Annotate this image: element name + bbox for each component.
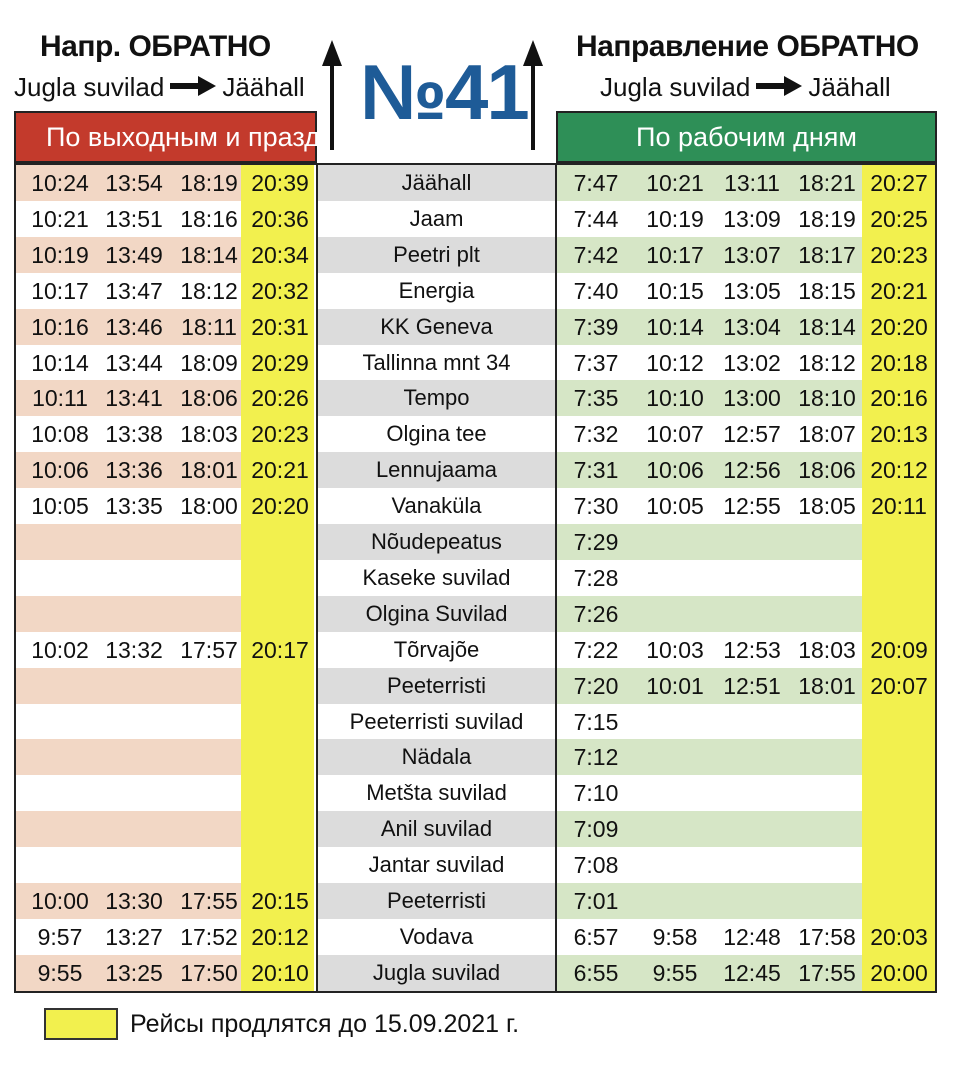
- weekend-time: [246, 524, 314, 560]
- left-route: [14, 72, 305, 103]
- right-arrow-icon: [756, 72, 802, 103]
- weekend-time: [172, 560, 246, 596]
- weekend-time: 13:38: [105, 421, 163, 448]
- weekday-time: 7:30: [573, 493, 619, 520]
- weekend-time: 13:44: [105, 349, 163, 376]
- weekend-time: 10:02: [31, 636, 89, 663]
- weekday-time: 7:20: [573, 672, 619, 699]
- weekend-time: 20:32: [251, 277, 309, 304]
- weekend-time: [172, 596, 246, 632]
- weekend-time: 13:35: [105, 493, 163, 520]
- weekend-time: 10:17: [31, 277, 89, 304]
- weekend-time: 13:27: [105, 923, 163, 950]
- weekday-time: [636, 883, 714, 919]
- weekday-time: 6:55: [573, 959, 619, 986]
- weekday-time: 7:12: [573, 744, 619, 771]
- weekend-time: [246, 704, 314, 740]
- weekend-time: 10:08: [31, 421, 89, 448]
- weekend-time: [96, 739, 172, 775]
- left-direction-title: Напр. ОБРАТНО: [40, 30, 271, 63]
- weekend-time: 9:57: [37, 923, 83, 950]
- weekend-time: [96, 668, 172, 704]
- table-row: [16, 775, 935, 811]
- weekday-time: 7:10: [573, 780, 619, 807]
- right-direction-title: Направление ОБРАТНО: [576, 30, 919, 63]
- weekday-time: 7:31: [573, 457, 619, 484]
- right-route: [600, 72, 891, 103]
- weekend-time: 20:10: [251, 959, 309, 986]
- weekday-time: 20:13: [870, 421, 928, 448]
- stop-name: Olgina Suvilad: [365, 600, 508, 626]
- weekday-time: 13:11: [724, 170, 780, 196]
- weekday-time: 20:20: [870, 313, 928, 340]
- weekday-time: 7:29: [573, 529, 619, 555]
- weekday-time: 20:03: [870, 923, 928, 950]
- weekend-time: 13:41: [105, 385, 163, 412]
- table-row: [16, 847, 935, 883]
- weekend-time: 20:34: [251, 241, 309, 268]
- weekday-time: 20:11: [871, 493, 927, 520]
- weekday-time: 12:55: [723, 493, 781, 520]
- weekday-time: 20:27: [870, 170, 928, 196]
- weekday-time: [790, 560, 864, 596]
- weekday-time: 13:02: [723, 349, 781, 376]
- weekend-time: [24, 596, 96, 632]
- weekday-time: 12:48: [723, 923, 781, 950]
- weekday-time: 10:03: [646, 636, 704, 663]
- stop-name: Jugla suvilad: [372, 959, 501, 985]
- weekday-time: [714, 560, 790, 596]
- table-row: [16, 596, 935, 632]
- weekday-time: 7:40: [573, 277, 619, 304]
- weekday-time: 18:15: [798, 277, 856, 304]
- weekday-time: 10:19: [646, 205, 704, 232]
- table-row: [16, 273, 935, 309]
- table-row: [16, 668, 935, 704]
- weekday-time: [864, 775, 934, 811]
- weekend-time: [96, 775, 172, 811]
- weekend-time: 13:47: [105, 277, 163, 304]
- weekday-time: [636, 596, 714, 632]
- weekend-time: [246, 739, 314, 775]
- weekday-time: 7:08: [573, 852, 619, 879]
- weekend-time: 13:30: [105, 888, 163, 914]
- weekday-time: [864, 560, 934, 596]
- weekend-time: [246, 668, 314, 704]
- weekday-time: 20:25: [870, 205, 928, 232]
- weekend-time: 10:21: [31, 205, 89, 232]
- weekday-time: 18:10: [798, 385, 856, 412]
- stop-name: Tempo: [403, 385, 470, 411]
- weekday-time: [790, 704, 864, 740]
- weekend-time: 20:17: [251, 636, 309, 663]
- weekday-time: [636, 775, 714, 811]
- weekday-time: 20:21: [870, 277, 928, 304]
- weekday-time: [714, 524, 790, 560]
- weekend-time: 9:55: [37, 959, 83, 986]
- weekday-time: [864, 739, 934, 775]
- weekend-time: 18:11: [181, 313, 237, 340]
- weekday-time: 7:35: [573, 385, 619, 412]
- right-arrow-icon: [170, 72, 216, 103]
- weekend-time: [96, 524, 172, 560]
- weekday-time: 17:55: [798, 959, 856, 986]
- weekend-time: [246, 811, 314, 847]
- weekday-time: 20:16: [870, 385, 928, 412]
- table-row: [16, 955, 935, 991]
- weekend-time: 18:14: [180, 241, 238, 268]
- weekday-time: 18:17: [798, 241, 856, 268]
- weekday-time: 18:06: [798, 457, 856, 484]
- right-route-to: Jäähall: [808, 72, 891, 102]
- table-row: [16, 380, 935, 416]
- weekday-time: 10:21: [646, 170, 704, 196]
- stop-name: Jantar suvilad: [368, 852, 505, 878]
- weekday-time: 7:39: [573, 313, 619, 340]
- weekend-time: 20:15: [251, 888, 309, 914]
- weekend-time: [172, 704, 246, 740]
- weekend-time: [246, 596, 314, 632]
- weekday-time: [790, 524, 864, 560]
- weekend-time: [246, 560, 314, 596]
- weekday-time: 7:42: [573, 241, 619, 268]
- weekday-time: 17:58: [798, 923, 856, 950]
- weekday-time: 20:23: [870, 241, 928, 268]
- weekend-time: [24, 704, 96, 740]
- stop-name: Nõudepeatus: [371, 529, 502, 554]
- weekend-time: 10:14: [31, 349, 89, 376]
- weekday-time: 7:15: [573, 708, 619, 735]
- weekday-time: 7:26: [573, 600, 619, 627]
- weekend-time: 18:06: [180, 385, 238, 412]
- stop-name: Peeterristi: [386, 672, 487, 698]
- table-row: [16, 632, 935, 668]
- weekend-time: [96, 704, 172, 740]
- weekday-time: [714, 847, 790, 883]
- weekend-time: 10:24: [31, 170, 89, 196]
- weekday-time: [714, 811, 790, 847]
- weekend-time: [172, 524, 246, 560]
- weekday-time: [714, 596, 790, 632]
- table-row: [16, 309, 935, 345]
- weekend-time: 20:21: [251, 457, 309, 484]
- weekend-time: 18:19: [180, 170, 238, 196]
- weekday-time: [714, 704, 790, 740]
- weekday-time: [636, 704, 714, 740]
- weekend-time: 13:32: [105, 636, 163, 663]
- weekend-time: 13:25: [105, 959, 163, 986]
- stop-name: Nädala: [401, 744, 472, 770]
- weekend-time: 20:29: [251, 349, 309, 376]
- weekday-time: [864, 596, 934, 632]
- weekday-time: 10:05: [646, 493, 704, 520]
- weekend-time: 13:36: [105, 457, 163, 484]
- table-row: [16, 560, 935, 596]
- weekday-time: [636, 739, 714, 775]
- weekday-time: 18:14: [798, 313, 856, 340]
- weekend-time: 20:39: [251, 170, 309, 196]
- weekday-time: 13:09: [723, 205, 781, 232]
- weekday-time: [636, 560, 714, 596]
- weekend-time: 13:54: [105, 170, 163, 196]
- stop-name: Vodava: [399, 923, 474, 949]
- weekend-time: 18:09: [180, 349, 238, 376]
- weekday-time: [636, 811, 714, 847]
- weekday-time: [636, 524, 714, 560]
- weekday-time: [864, 524, 934, 560]
- weekend-time: 17:50: [180, 959, 238, 986]
- stop-name: Tõrvajõe: [393, 636, 480, 662]
- weekday-time: 7:09: [573, 816, 619, 843]
- weekday-time: [636, 847, 714, 883]
- weekday-time: 12:51: [723, 672, 781, 699]
- weekend-time: [24, 811, 96, 847]
- weekend-time: [172, 668, 246, 704]
- weekday-time: 20:18: [870, 349, 928, 376]
- weekday-time: [790, 739, 864, 775]
- table-row: [16, 883, 935, 919]
- weekday-time: 20:00: [870, 959, 928, 986]
- weekday-time: [790, 596, 864, 632]
- weekend-time: 18:16: [180, 205, 238, 232]
- weekend-time: 10:19: [31, 241, 89, 268]
- weekend-time: 20:26: [251, 385, 309, 412]
- weekday-time: [864, 704, 934, 740]
- weekend-time: 20:36: [251, 205, 309, 232]
- column-divider: [555, 163, 557, 993]
- weekend-time: 17:57: [180, 636, 238, 663]
- weekend-banner: По выходным и празд-: [14, 111, 317, 163]
- weekday-time: 20:09: [870, 636, 928, 663]
- left-route-to: Jäähall: [222, 72, 305, 102]
- weekday-time: 9:55: [652, 959, 698, 986]
- table-row: [16, 488, 935, 524]
- weekend-time: [246, 847, 314, 883]
- legend-swatch: [44, 1008, 118, 1040]
- weekend-time: 18:12: [180, 277, 238, 304]
- weekend-time: 10:11: [32, 385, 88, 412]
- weekday-banner: По рабочим дням: [556, 111, 937, 163]
- weekday-time: 12:53: [723, 636, 781, 663]
- weekend-time: 20:20: [251, 493, 309, 520]
- table-row: [16, 201, 935, 237]
- weekend-time: [172, 811, 246, 847]
- weekday-time: 7:28: [573, 564, 619, 591]
- weekday-time: 12:56: [723, 457, 781, 484]
- weekend-time: 18:03: [180, 421, 238, 448]
- stop-name: Jaam: [409, 205, 464, 231]
- weekday-time: [864, 811, 934, 847]
- weekend-time: 13:51: [105, 205, 163, 232]
- right-route-from: Jugla suvilad: [600, 72, 751, 102]
- weekday-time: 18:05: [798, 493, 856, 520]
- weekday-time: [714, 775, 790, 811]
- weekend-time: [24, 847, 96, 883]
- table-row: [16, 345, 935, 381]
- weekday-time: [790, 847, 864, 883]
- stop-name: Kaseke suvilad: [362, 564, 511, 590]
- weekday-time: 12:57: [723, 421, 781, 448]
- weekday-time: 13:00: [723, 385, 781, 412]
- weekday-time: 10:07: [646, 421, 704, 448]
- weekday-time: 18:12: [798, 349, 856, 376]
- left-route-from: Jugla suvilad: [14, 72, 165, 102]
- weekday-time: 6:57: [573, 923, 619, 950]
- weekend-time: [96, 847, 172, 883]
- weekend-time: [172, 739, 246, 775]
- weekend-time: 17:55: [180, 888, 238, 914]
- weekday-time: [864, 847, 934, 883]
- legend-text: Рейсы продлятся до 15.09.2021 г.: [130, 1010, 520, 1038]
- weekday-time: 10:10: [646, 385, 704, 412]
- weekday-time: 13:07: [723, 241, 781, 268]
- stop-name: Energia: [398, 277, 475, 303]
- table-row: [16, 416, 935, 452]
- stop-name: Lennujaama: [375, 457, 498, 483]
- table-row: [16, 165, 935, 201]
- weekday-time: 10:17: [646, 241, 704, 268]
- stop-name: Olgina tee: [386, 421, 487, 447]
- weekday-time: 18:07: [798, 421, 856, 448]
- stop-name: Jäähall: [401, 170, 472, 195]
- table-row: [16, 811, 935, 847]
- stop-name: Vanaküla: [391, 493, 482, 519]
- weekend-time: [96, 560, 172, 596]
- weekday-time: 7:22: [573, 636, 619, 663]
- table-row: [16, 237, 935, 273]
- stop-name: Anil suvilad: [380, 816, 493, 842]
- weekday-time: 7:47: [573, 170, 619, 196]
- weekend-time: [172, 847, 246, 883]
- weekend-time: 20:31: [251, 313, 309, 340]
- weekday-time: 12:45: [723, 959, 781, 986]
- weekday-time: [864, 883, 934, 919]
- table-row: [16, 739, 935, 775]
- weekday-time: [714, 739, 790, 775]
- table-row: [16, 704, 935, 740]
- stop-name: KK Geneva: [380, 313, 493, 339]
- weekday-time: [790, 811, 864, 847]
- weekday-time: 13:05: [723, 277, 781, 304]
- weekend-time: 10:05: [31, 493, 89, 520]
- stop-name: Peeterristi: [386, 888, 487, 913]
- weekday-time: [790, 775, 864, 811]
- table-row: [16, 919, 935, 955]
- weekend-time: 13:46: [105, 313, 163, 340]
- weekend-time: 18:01: [180, 457, 238, 484]
- weekday-time: 20:07: [870, 672, 928, 699]
- weekday-time: 7:37: [573, 349, 619, 376]
- weekend-time: [24, 739, 96, 775]
- weekend-time: [246, 775, 314, 811]
- weekend-time: [172, 775, 246, 811]
- weekday-time: [714, 883, 790, 919]
- weekday-time: 7:01: [573, 888, 619, 914]
- weekend-time: 20:12: [251, 923, 309, 950]
- stop-name: Peetri plt: [393, 241, 480, 267]
- weekend-time: 10:00: [31, 888, 89, 914]
- weekday-time: 10:01: [646, 672, 704, 699]
- up-arrow-icon: [521, 40, 545, 150]
- weekday-time: 10:12: [646, 349, 704, 376]
- column-divider: [316, 163, 318, 993]
- weekend-time: 18:00: [180, 493, 238, 520]
- weekday-time: 18:19: [798, 205, 856, 232]
- table-row: [16, 452, 935, 488]
- weekday-time: 13:04: [723, 313, 781, 340]
- weekend-time: [24, 775, 96, 811]
- weekday-time: 7:44: [573, 205, 619, 232]
- weekend-time: [24, 560, 96, 596]
- weekend-time: [24, 668, 96, 704]
- weekday-time: 10:15: [646, 277, 704, 304]
- weekend-time: 17:52: [180, 923, 238, 950]
- weekday-time: 20:12: [870, 457, 928, 484]
- weekend-time: 20:23: [251, 421, 309, 448]
- weekend-time: [96, 811, 172, 847]
- weekend-time: 13:49: [105, 241, 163, 268]
- weekend-time: 10:16: [31, 313, 89, 340]
- weekday-time: [790, 883, 864, 919]
- weekday-time: 18:03: [798, 636, 856, 663]
- weekday-time: 10:06: [646, 457, 704, 484]
- route-number: №41: [360, 48, 528, 136]
- weekend-time: 10:06: [31, 457, 89, 484]
- weekday-time: 18:21: [798, 170, 856, 196]
- weekday-time: 7:32: [573, 421, 619, 448]
- stop-name: Metšta suvilad: [366, 780, 507, 806]
- weekday-time: 18:01: [798, 672, 856, 699]
- table-row: [16, 524, 935, 560]
- weekday-time: 10:14: [646, 313, 704, 340]
- weekend-time: [24, 524, 96, 560]
- stop-name: Peeterristi suvilad: [349, 708, 524, 734]
- weekday-time: 9:58: [652, 923, 698, 950]
- weekend-time: [96, 596, 172, 632]
- stop-name: Tallinna mnt 34: [362, 349, 511, 375]
